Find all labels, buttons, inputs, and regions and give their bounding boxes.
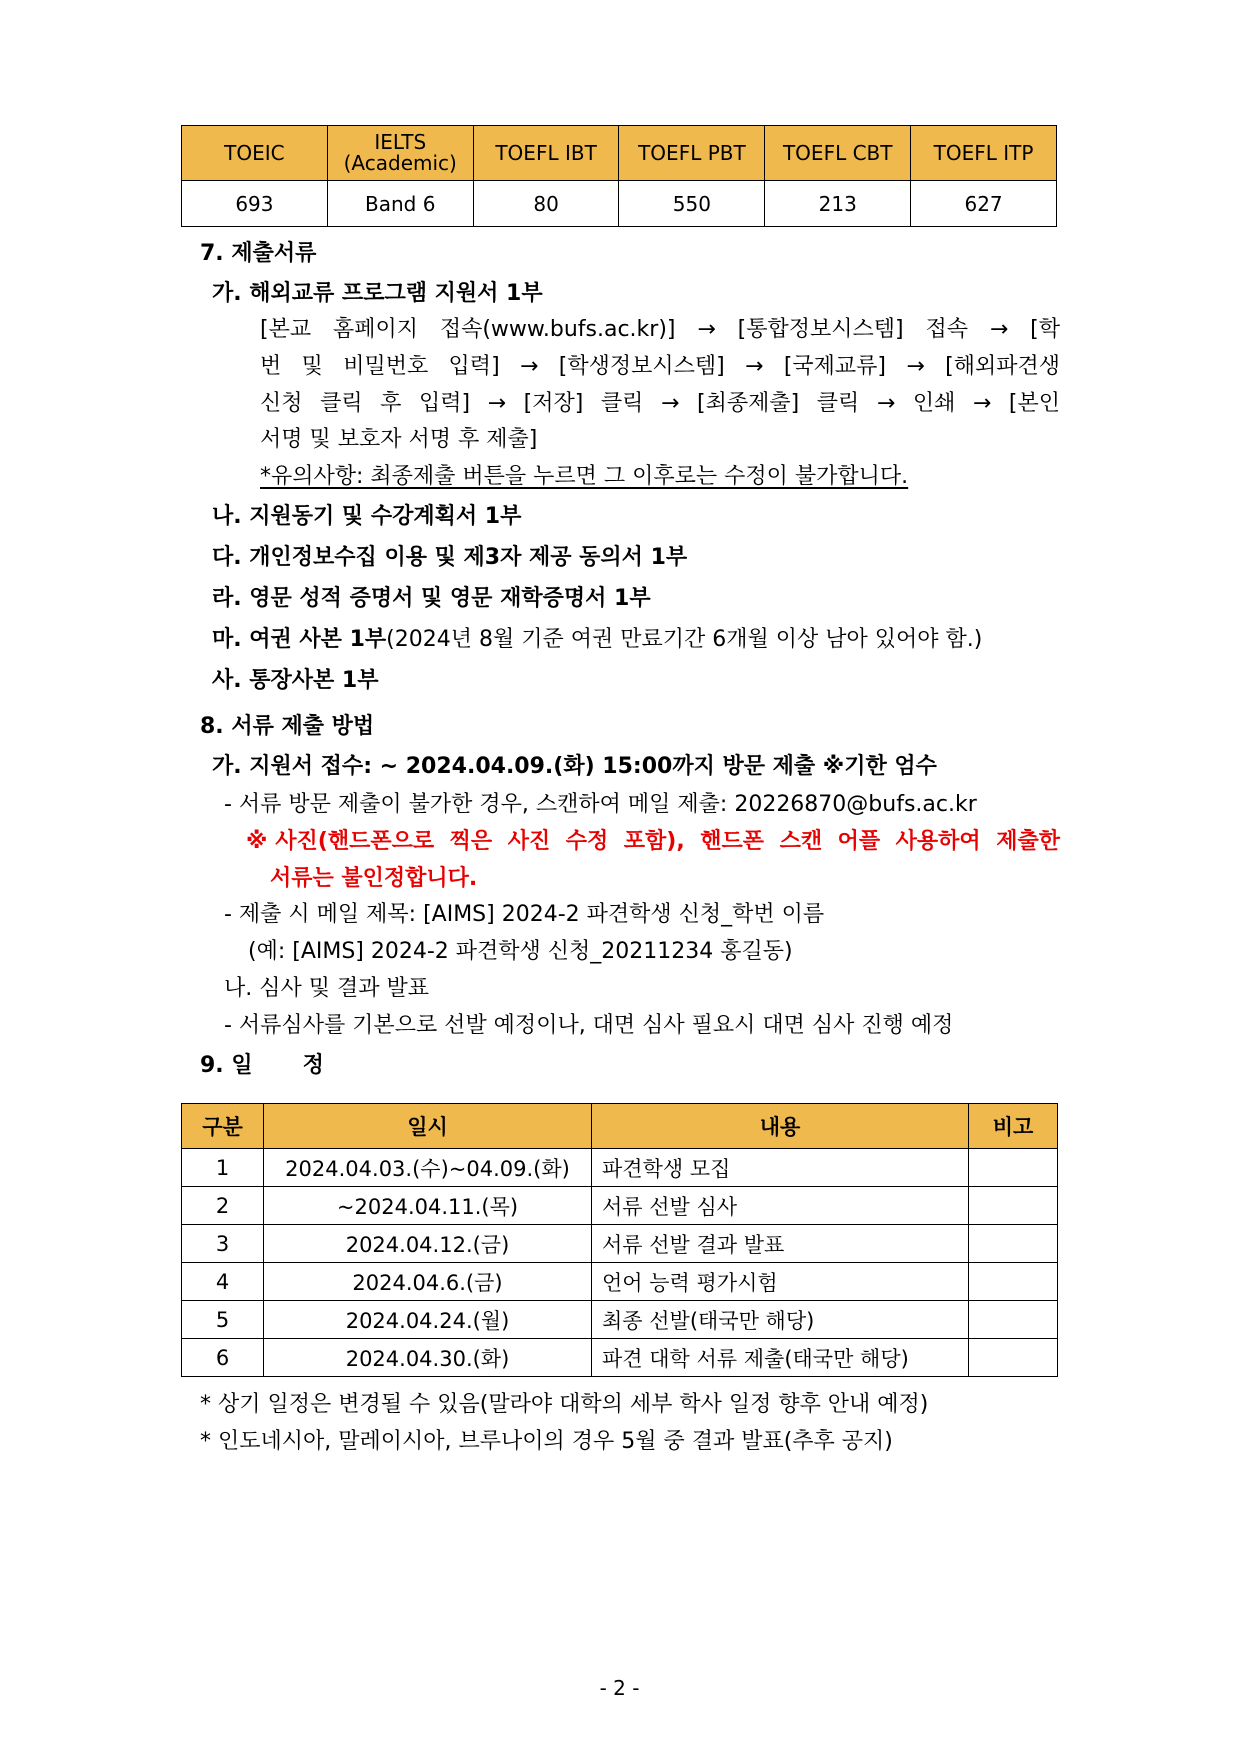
row-content: 파견 대학 서류 제출(태국만 해당) <box>592 1339 969 1377</box>
header-toefl-cbt: TOEFL CBT <box>765 126 911 181</box>
section8-title: 8. 서류 제출 방법 <box>200 714 375 739</box>
ga-instruction-line-2: 번 및 비밀번호 입력] → [학생정보시스템] → [국제교류] → [해외파견생 <box>260 354 1060 379</box>
value-ielts: Band 6 <box>327 181 473 227</box>
section7-item-da: 다. 개인정보수집 이용 및 제3자 제공 동의서 1부 <box>212 545 688 570</box>
schedule-note-2: * 인도네시아, 말레이시아, 브루나이의 경우 5월 중 결과 발표(추후 공지) <box>200 1429 893 1454</box>
table-row <box>182 1225 1058 1263</box>
schedule-note-1: * 상기 일정은 변경될 수 있음(말라야 대학의 세부 학사 일정 향후 안내 예정) <box>200 1392 929 1417</box>
row-date: 2024.04.12.(금) <box>264 1225 592 1263</box>
page-number: - 2 - <box>599 1676 640 1700</box>
section7-item-na: 나. 지원동기 및 수강계획서 1부 <box>212 504 522 529</box>
value-toefl-itp: 627 <box>911 181 1057 227</box>
row-remarks <box>969 1339 1058 1377</box>
header-toeic: TOEIC <box>182 126 328 181</box>
section7-item-sa: 사. 통장사본 1부 <box>212 668 379 693</box>
table-row <box>182 1263 1058 1301</box>
section9-title <box>200 1051 324 1081</box>
row-remarks <box>969 1149 1058 1187</box>
row-content: 언어 능력 평가시험 <box>592 1263 969 1301</box>
row-remarks <box>969 1225 1058 1263</box>
header-ielts: IELTS (Academic) <box>327 126 473 181</box>
row-date: 2024.04.24.(월) <box>264 1301 592 1339</box>
email-submission-line: - 서류 방문 제출이 불가한 경우, 스캔하여 메일 제출: 20226870@bufs.ac.kr <box>224 792 977 817</box>
row-date: 2024.04.30.(화) <box>264 1339 592 1377</box>
header-category: 구분 <box>182 1104 264 1149</box>
value-toefl-ibt: 80 <box>473 181 619 227</box>
header-toefl-itp: TOEFL ITP <box>911 126 1057 181</box>
section7-item-ga: 가. 해외교류 프로그램 지원서 1부 <box>212 281 543 306</box>
row-number: 4 <box>182 1263 264 1301</box>
table-row <box>182 1301 1058 1339</box>
email-subject-example: (예: [AIMS] 2024-2 파견학생 신청_20211234 홍길동) <box>248 939 793 964</box>
header-remarks: 비고 <box>969 1104 1058 1149</box>
row-date: 2024.04.03.(수)~04.09.(화) <box>264 1149 592 1187</box>
row-remarks <box>969 1301 1058 1339</box>
row-number: 3 <box>182 1225 264 1263</box>
row-remarks <box>969 1263 1058 1301</box>
row-date: 2024.04.6.(금) <box>264 1263 592 1301</box>
row-number: 6 <box>182 1339 264 1377</box>
item-ma-title: 마. 여권 사본 1부 <box>212 627 387 652</box>
row-content: 파견학생 모집 <box>592 1149 969 1187</box>
item-ma-detail: (2024년 8월 기준 여권 만료기간 6개월 이상 남아 있어야 함.) <box>386 627 983 652</box>
review-line: - 서류심사를 기본으로 선발 예정이나, 대면 심사 필요시 대면 심사 진행 예정 <box>224 1013 954 1038</box>
section9-title-number: 9. 일 <box>200 1053 253 1078</box>
section8-item-ga: 가. 지원서 접수: ~ 2024.04.09.(화) 15:00까지 방문 제출 ※기한 엄수 <box>212 754 937 779</box>
language-score-table <box>181 125 1057 227</box>
table-row <box>182 1149 1058 1187</box>
row-content: 최종 선발(태국만 해당) <box>592 1301 969 1339</box>
score-table-header-row <box>182 126 1057 181</box>
email-subject-line: - 제출 시 메일 제목: [AIMS] 2024-2 파견학생 신청_학번 이름 <box>224 902 825 927</box>
header-content: 내용 <box>592 1104 969 1149</box>
row-number: 1 <box>182 1149 264 1187</box>
warning-line-1: ※사진(핸드폰으로 찍은 사진 수정 포함), 핸드폰 스캔 어플 사용하여 제출한 <box>246 829 1060 854</box>
ga-caution-note: *유의사항: 최종제출 버튼을 누르면 그 이후로는 수정이 불가합니다. <box>260 464 909 489</box>
section8-item-na: 나. 심사 및 결과 발표 <box>224 976 429 1001</box>
section7-title: 7. 제출서류 <box>200 241 317 266</box>
row-remarks <box>969 1187 1058 1225</box>
ga-instruction-line-3: 신청 클릭 후 입력] → [저장] 클릭 → [최종제출] 클릭 → 인쇄 → [본인 <box>260 391 1060 416</box>
schedule-header-row <box>182 1104 1058 1149</box>
section9-title-rest: 정 <box>302 1053 324 1078</box>
table-row <box>182 1187 1058 1225</box>
section7-item-ma <box>212 625 982 655</box>
ga-instruction-line-1: [본교 홈페이지 접속(www.bufs.ac.kr)] → [통합정보시스템] 접속 → [학 <box>260 317 1060 342</box>
value-toefl-pbt: 550 <box>619 181 765 227</box>
value-toeic: 693 <box>182 181 328 227</box>
ga-instruction-line-4: 서명 및 보호자 서명 후 제출] <box>260 427 538 452</box>
row-content: 서류 선발 결과 발표 <box>592 1225 969 1263</box>
row-content: 서류 선발 심사 <box>592 1187 969 1225</box>
value-toefl-cbt: 213 <box>765 181 911 227</box>
warning-line-2: 서류는 불인정합니다. <box>270 866 478 891</box>
section7-item-ra: 라. 영문 성적 증명서 및 영문 재학증명서 1부 <box>212 586 651 611</box>
header-toefl-ibt: TOEFL IBT <box>473 126 619 181</box>
score-table-value-row <box>182 181 1057 227</box>
table-row <box>182 1339 1058 1377</box>
row-number: 5 <box>182 1301 264 1339</box>
schedule-table <box>181 1103 1058 1377</box>
row-number: 2 <box>182 1187 264 1225</box>
row-date: ~2024.04.11.(목) <box>264 1187 592 1225</box>
header-toefl-pbt: TOEFL PBT <box>619 126 765 181</box>
header-date: 일시 <box>264 1104 592 1149</box>
